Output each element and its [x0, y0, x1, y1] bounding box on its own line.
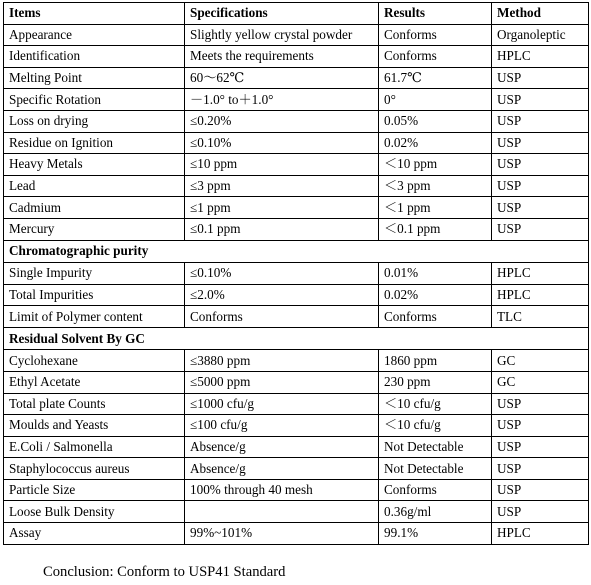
method-cell: USP: [492, 393, 589, 415]
method-cell: GC: [492, 371, 589, 393]
item-cell: Limit of Polymer content: [4, 306, 185, 328]
table-row: [4, 371, 589, 393]
specification-cell: ≤2.0%: [185, 284, 379, 306]
table-row: [4, 436, 589, 458]
specification-cell: ≤0.1 ppm: [185, 218, 379, 240]
section-header-row: [4, 240, 589, 263]
specification-cell: ≤1 ppm: [185, 197, 379, 219]
method-cell: USP: [492, 218, 589, 240]
section-label: Chromatographic purity: [4, 240, 589, 263]
item-cell: Mercury: [4, 218, 185, 240]
item-cell: Ethyl Acetate: [4, 371, 185, 393]
specification-cell: －1.0° to＋1.0°: [185, 89, 379, 111]
specification-table: [3, 2, 589, 545]
table-row: [4, 415, 589, 437]
method-cell: USP: [492, 67, 589, 89]
method-cell: USP: [492, 479, 589, 501]
result-cell: Conforms: [379, 46, 492, 68]
method-cell: HPLC: [492, 46, 589, 68]
section-header-row: [4, 327, 589, 350]
result-cell: Conforms: [379, 24, 492, 46]
result-cell: ＜10 cfu/g: [379, 393, 492, 415]
result-cell: 99.1%: [379, 523, 492, 545]
table-header-row: [4, 3, 589, 25]
method-cell: HPLC: [492, 263, 589, 285]
table-row: [4, 46, 589, 68]
result-cell: 61.7℃: [379, 67, 492, 89]
specification-cell: Absence/g: [185, 458, 379, 480]
specification-cell: ≤100 cfu/g: [185, 415, 379, 437]
method-cell: HPLC: [492, 284, 589, 306]
table-row: [4, 284, 589, 306]
item-cell: Single Impurity: [4, 263, 185, 285]
result-cell: 1860 ppm: [379, 350, 492, 372]
conclusion-text: Conclusion: Conform to USP41 Standard: [43, 564, 286, 580]
result-cell: 0.02%: [379, 284, 492, 306]
specification-cell: Slightly yellow crystal powder: [185, 24, 379, 46]
table-row: [4, 154, 589, 176]
table-row: [4, 263, 589, 285]
section-label: Residual Solvent By GC: [4, 327, 589, 350]
table-row: [4, 24, 589, 46]
specification-cell: ≤10 ppm: [185, 154, 379, 176]
item-cell: Total plate Counts: [4, 393, 185, 415]
result-cell: 0.01%: [379, 263, 492, 285]
result-cell: 230 ppm: [379, 371, 492, 393]
table-body: [4, 24, 589, 544]
method-cell: Organoleptic: [492, 24, 589, 46]
specification-cell: ≤0.10%: [185, 263, 379, 285]
table-row: [4, 175, 589, 197]
specification-cell: ≤5000 ppm: [185, 371, 379, 393]
table-row: [4, 197, 589, 219]
method-cell: USP: [492, 197, 589, 219]
item-cell: Particle Size: [4, 479, 185, 501]
specification-cell: 99%~101%: [185, 523, 379, 545]
header-method: Method: [492, 3, 589, 25]
table-row: [4, 393, 589, 415]
item-cell: Moulds and Yeasts: [4, 415, 185, 437]
table-row: [4, 306, 589, 328]
header-items: Items: [4, 3, 185, 25]
header-specifications: Specifications: [185, 3, 379, 25]
result-cell: 0.05%: [379, 110, 492, 132]
result-cell: ＜10 cfu/g: [379, 415, 492, 437]
method-cell: USP: [492, 175, 589, 197]
result-cell: Not Detectable: [379, 436, 492, 458]
result-cell: 0.02%: [379, 132, 492, 154]
item-cell: Total Impurities: [4, 284, 185, 306]
specification-cell: 100% through 40 mesh: [185, 479, 379, 501]
result-cell: ＜3 ppm: [379, 175, 492, 197]
table-row: [4, 458, 589, 480]
method-cell: USP: [492, 110, 589, 132]
table-row: [4, 110, 589, 132]
result-cell: ＜1 ppm: [379, 197, 492, 219]
item-cell: Staphylococcus aureus: [4, 458, 185, 480]
specification-cell: ≤3880 ppm: [185, 350, 379, 372]
method-cell: TLC: [492, 306, 589, 328]
specification-cell: ≤1000 cfu/g: [185, 393, 379, 415]
item-cell: Melting Point: [4, 67, 185, 89]
item-cell: Loss on drying: [4, 110, 185, 132]
specification-cell: ≤3 ppm: [185, 175, 379, 197]
item-cell: Identification: [4, 46, 185, 68]
table-row: [4, 218, 589, 240]
specification-cell: [185, 501, 379, 523]
item-cell: Cadmium: [4, 197, 185, 219]
result-cell: Not Detectable: [379, 458, 492, 480]
method-cell: USP: [492, 154, 589, 176]
table-row: [4, 501, 589, 523]
table-row: [4, 67, 589, 89]
method-cell: USP: [492, 415, 589, 437]
specification-cell: 60～62℃: [185, 67, 379, 89]
table-row: [4, 523, 589, 545]
result-cell: Conforms: [379, 479, 492, 501]
result-cell: Conforms: [379, 306, 492, 328]
item-cell: Cyclohexane: [4, 350, 185, 372]
result-cell: 0.36g/ml: [379, 501, 492, 523]
item-cell: Lead: [4, 175, 185, 197]
method-cell: USP: [492, 458, 589, 480]
specification-cell: Conforms: [185, 306, 379, 328]
table-row: [4, 479, 589, 501]
table-row: [4, 132, 589, 154]
item-cell: Appearance: [4, 24, 185, 46]
specification-cell: ≤0.20%: [185, 110, 379, 132]
item-cell: Specific Rotation: [4, 89, 185, 111]
item-cell: Assay: [4, 523, 185, 545]
result-cell: ＜0.1 ppm: [379, 218, 492, 240]
header-results: Results: [379, 3, 492, 25]
method-cell: USP: [492, 501, 589, 523]
item-cell: Heavy Metals: [4, 154, 185, 176]
method-cell: USP: [492, 436, 589, 458]
item-cell: Residue on Ignition: [4, 132, 185, 154]
method-cell: USP: [492, 89, 589, 111]
item-cell: E.Coli / Salmonella: [4, 436, 185, 458]
table-row: [4, 89, 589, 111]
method-cell: HPLC: [492, 523, 589, 545]
specification-cell: ≤0.10%: [185, 132, 379, 154]
result-cell: ＜10 ppm: [379, 154, 492, 176]
specification-cell: Meets the requirements: [185, 46, 379, 68]
table-row: [4, 350, 589, 372]
method-cell: GC: [492, 350, 589, 372]
item-cell: Loose Bulk Density: [4, 501, 185, 523]
specification-cell: Absence/g: [185, 436, 379, 458]
result-cell: 0°: [379, 89, 492, 111]
method-cell: USP: [492, 132, 589, 154]
